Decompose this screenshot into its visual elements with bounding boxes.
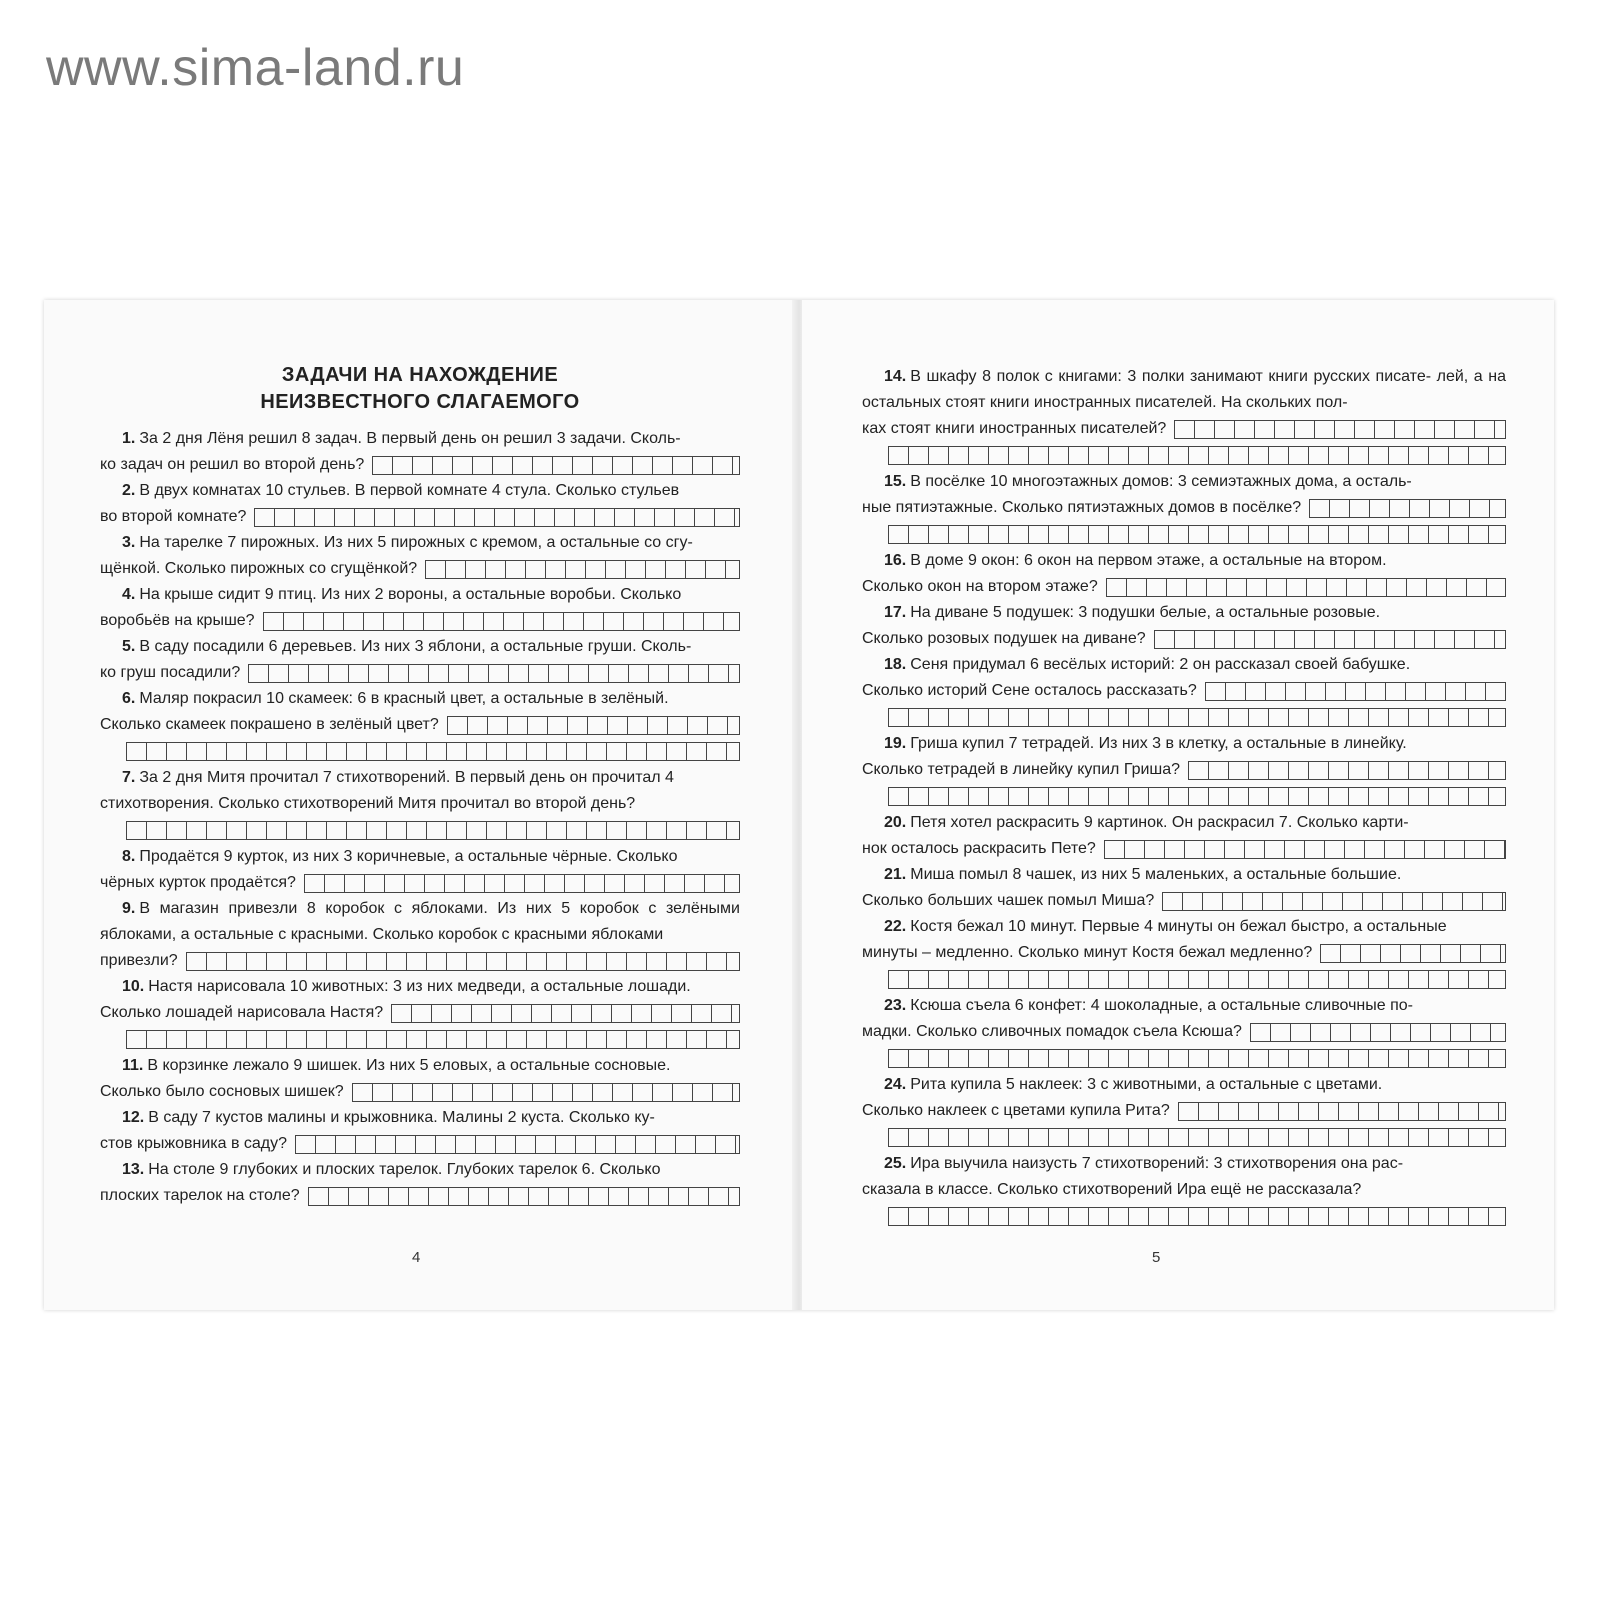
task-text (100, 686, 740, 712)
task-number: 21. (884, 866, 907, 883)
task-question-end: Сколько было сосновых шишек? (100, 1083, 344, 1100)
task-number: 23. (884, 997, 907, 1014)
task-last-line (100, 791, 740, 817)
task-item (100, 426, 740, 478)
answer-grid[interactable] (1154, 630, 1506, 649)
task-item (862, 810, 1506, 862)
answer-grid[interactable] (1205, 682, 1506, 701)
page-number-left: 4 (412, 1249, 421, 1266)
task-question-end: Сколько наклеек с цветами купила Рита? (862, 1102, 1170, 1119)
task-question-end: чёрных курток продаётся? (100, 874, 296, 891)
task-item (100, 974, 740, 1049)
task-question: В магазин привезли 8 коробок с яблоками. Из них 5 коробок с зелёными яблоками, а остальные с красными. Сколько коробок с красными яблоками (100, 900, 740, 943)
answer-grid[interactable] (888, 787, 1506, 806)
task-question-end: во второй комнате? (100, 508, 247, 525)
task-number: 17. (884, 604, 907, 621)
answer-grid[interactable] (186, 952, 740, 971)
task-item (862, 469, 1506, 544)
task-question-end: Сколько скамеек покрашено в зелёный цвет? (100, 716, 439, 733)
task-item (862, 1151, 1506, 1226)
task-number: 20. (884, 814, 907, 831)
task-question-end: плоских тарелок на столе? (100, 1187, 300, 1204)
task-question-end: щёнкой. Сколько пирожных со сгущёнкой? (100, 560, 418, 577)
task-item (100, 478, 740, 530)
task-last-line (862, 836, 1506, 862)
answer-grid[interactable] (126, 742, 740, 761)
task-text (100, 1105, 740, 1131)
task-question-end: привезли? (100, 952, 178, 969)
workbook-spread (44, 300, 1554, 1310)
task-question: Гриша купил 7 тетрадей. Из них 3 в клетку, а остальные в линейку. (910, 735, 1407, 752)
answer-grid[interactable] (1174, 420, 1506, 439)
task-last-line (862, 574, 1506, 600)
task-item (862, 548, 1506, 600)
answer-grid[interactable] (372, 456, 740, 475)
task-last-line (100, 1000, 740, 1026)
task-item (100, 896, 740, 974)
task-question-end: мадки. Сколько сливочных помадок съела Ксюша? (862, 1023, 1242, 1040)
task-question: За 2 дня Лёня решил 8 задач. В первый день он решил 3 задачи. Сколь- (139, 430, 681, 447)
task-text (100, 426, 740, 452)
task-text (100, 582, 740, 608)
page-title (100, 362, 740, 416)
task-item (862, 1072, 1506, 1147)
task-question-end: ные пятиэтажные. Сколько пятиэтажных домов в посёлке? (862, 499, 1302, 516)
task-number: 5. (122, 638, 136, 655)
task-last-line (862, 1177, 1506, 1203)
task-text (100, 1157, 740, 1183)
task-question-end: сказала в классе. Сколько стихотворений Ира ещё не рассказала? (862, 1181, 1362, 1198)
task-question: На тарелке 7 пирожных. Из них 5 пирожных с кремом, а остальные со сгу- (139, 534, 693, 551)
answer-grid[interactable] (352, 1083, 740, 1102)
task-question-end: Сколько больших чашек помыл Миша? (862, 892, 1155, 909)
right-task-list (862, 364, 1506, 1226)
task-item (862, 364, 1506, 465)
task-text (862, 600, 1506, 626)
task-number: 12. (122, 1109, 145, 1126)
task-question-end: нок осталось раскрасить Пете? (862, 840, 1096, 857)
task-item (862, 600, 1506, 652)
task-text (862, 914, 1506, 940)
answer-grid[interactable] (888, 970, 1506, 989)
task-item (862, 914, 1506, 989)
task-last-line (100, 870, 740, 896)
task-number: 1. (122, 430, 136, 447)
task-text (100, 765, 740, 791)
task-last-line (862, 1098, 1506, 1124)
answer-grid[interactable] (304, 874, 740, 893)
task-last-line (100, 948, 740, 974)
task-number: 13. (122, 1161, 145, 1178)
answer-grid[interactable] (254, 508, 740, 527)
task-item (862, 652, 1506, 727)
task-question: Петя хотел раскрасить 9 картинок. Он раскрасил 7. Сколько карти- (910, 814, 1409, 831)
task-text (862, 1072, 1506, 1098)
task-number: 18. (884, 656, 907, 673)
task-last-line (862, 940, 1506, 966)
task-question-end: воробьёв на крыше? (100, 612, 255, 629)
answer-grid[interactable] (1309, 499, 1506, 518)
task-item (100, 1053, 740, 1105)
answer-grid[interactable] (391, 1004, 740, 1023)
task-item (100, 634, 740, 686)
task-text (100, 634, 740, 660)
task-number: 19. (884, 735, 907, 752)
task-last-line (862, 416, 1506, 442)
answer-grid[interactable] (126, 821, 740, 840)
answer-grid[interactable] (295, 1135, 740, 1154)
task-question: На диване 5 подушек: 3 подушки белые, а остальные розовые. (910, 604, 1381, 621)
task-last-line (100, 452, 740, 478)
task-question: В корзинке лежало 9 шишек. Из них 5 еловых, а остальные сосновые. (147, 1057, 671, 1074)
task-question: В посёлке 10 многоэтажных домов: 3 семиэтажных дома, а осталь- (910, 473, 1412, 490)
task-question-end: ко задач он решил во второй день? (100, 456, 365, 473)
left-task-list (100, 426, 740, 1209)
answer-grid[interactable] (888, 446, 1506, 465)
answer-grid[interactable] (1320, 944, 1506, 963)
task-number: 4. (122, 586, 136, 603)
task-question-end: Сколько историй Сене осталось рассказать? (862, 682, 1197, 699)
answer-grid[interactable] (1162, 892, 1506, 911)
task-question-end: стов крыжовника в саду? (100, 1135, 288, 1152)
task-item (100, 1157, 740, 1209)
task-item (862, 862, 1506, 914)
task-question: Настя нарисовала 10 животных: 3 из них медведи, а остальные лошади. (148, 978, 691, 995)
task-text (862, 993, 1506, 1019)
task-question: Продаётся 9 курток, из них 3 коричневые, а остальные чёрные. Сколько (139, 848, 678, 865)
answer-grid[interactable] (126, 1030, 740, 1049)
answer-grid[interactable] (888, 1128, 1506, 1147)
answer-grid[interactable] (1104, 840, 1506, 859)
answer-grid[interactable] (888, 1049, 1506, 1068)
task-question: Маляр покрасил 10 скамеек: 6 в красный цвет, а остальные в зелёный. (139, 690, 669, 707)
task-question-end: Сколько тетрадей в линейку купил Гриша? (862, 761, 1181, 778)
task-last-line (862, 495, 1506, 521)
task-last-line (862, 678, 1506, 704)
right-page (802, 300, 1554, 1310)
task-question: В шкафу 8 полок с книгами: 3 полки занимают книги русских писате- лей, а на остальных стоят книги иностранных писателей. На скольких пол- (862, 368, 1506, 411)
task-question: Сеня придумал 6 весёлых историй: 2 он рассказал своей бабушке. (910, 656, 1411, 673)
task-question: В саду посадили 6 деревьев. Из них 3 яблони, а остальные груши. Сколь- (139, 638, 692, 655)
answer-grid[interactable] (1188, 761, 1506, 780)
task-text (100, 530, 740, 556)
task-text (862, 364, 1506, 416)
task-number: 25. (884, 1155, 907, 1172)
left-page (44, 300, 796, 1310)
task-question: Костя бежал 10 минут. Первые 4 минуты он бежал быстро, а остальные (910, 918, 1447, 935)
task-text (862, 469, 1506, 495)
answer-grid[interactable] (263, 612, 740, 631)
task-question: В двух комнатах 10 стульев. В первой комнате 4 стула. Сколько стульев (139, 482, 680, 499)
answer-grid[interactable] (1178, 1102, 1506, 1121)
task-number: 2. (122, 482, 136, 499)
task-text (100, 1053, 740, 1079)
answer-grid[interactable] (1106, 578, 1506, 597)
title-line-1: ЗАДАЧИ НА НАХОЖДЕНИЕ (281, 364, 559, 386)
task-last-line (862, 1019, 1506, 1045)
task-number: 8. (122, 848, 136, 865)
task-number: 15. (884, 473, 907, 490)
task-text (862, 652, 1506, 678)
task-question: В саду 7 кустов малины и крыжовника. Малины 2 куста. Сколько ку- (148, 1109, 655, 1126)
left-page-content (100, 362, 740, 1209)
right-page-content (862, 364, 1506, 1230)
page-number-right: 5 (1152, 1249, 1161, 1266)
task-text (100, 844, 740, 870)
task-text (862, 731, 1506, 757)
answer-grid[interactable] (1250, 1023, 1506, 1042)
task-last-line (862, 757, 1506, 783)
task-item (100, 582, 740, 634)
task-text (862, 548, 1506, 574)
task-item (100, 844, 740, 896)
task-question-end: минуты – медленно. Сколько минут Костя бежал медленно? (862, 944, 1313, 961)
task-last-line (100, 660, 740, 686)
answer-grid[interactable] (447, 716, 740, 735)
answer-grid[interactable] (308, 1187, 740, 1206)
task-number: 22. (884, 918, 907, 935)
task-question-end: стихотворения. Сколько стихотворений Митя прочитал во второй день? (100, 795, 636, 812)
task-number: 16. (884, 552, 907, 569)
task-question: На крыше сидит 9 птиц. Из них 2 вороны, а остальные воробьи. Сколько (139, 586, 682, 603)
answer-grid[interactable] (248, 664, 740, 683)
task-question: На столе 9 глубоких и плоских тарелок. Глубоких тарелок 6. Сколько (148, 1161, 661, 1178)
task-number: 6. (122, 690, 136, 707)
task-last-line (100, 504, 740, 530)
task-number: 7. (122, 769, 136, 786)
task-last-line (100, 1131, 740, 1157)
task-question-end: ко груш посадили? (100, 664, 241, 681)
task-item (100, 530, 740, 582)
task-question-end: Сколько розовых подушек на диване? (862, 630, 1146, 647)
answer-grid[interactable] (888, 708, 1506, 727)
task-last-line (100, 1183, 740, 1209)
task-question: Миша помыл 8 чашек, из них 5 маленьких, а остальные большие. (910, 866, 1402, 883)
task-text (100, 896, 740, 948)
task-question-end: ках стоят книги иностранных писателей? (862, 420, 1167, 437)
task-last-line (100, 712, 740, 738)
task-question-end: Сколько окон на втором этаже? (862, 578, 1098, 595)
answer-grid[interactable] (888, 525, 1506, 544)
task-item (100, 765, 740, 840)
task-text (862, 1151, 1506, 1177)
task-text (100, 974, 740, 1000)
task-item (862, 731, 1506, 806)
task-text (100, 478, 740, 504)
task-question: Ира выучила наизусть 7 стихотворений: 3 стихотворения она рас- (910, 1155, 1404, 1172)
task-number: 10. (122, 978, 145, 995)
answer-grid[interactable] (425, 560, 740, 579)
task-text (862, 810, 1506, 836)
task-last-line (100, 556, 740, 582)
task-last-line (100, 1079, 740, 1105)
task-last-line (862, 888, 1506, 914)
task-question: Рита купила 5 наклеек: 3 с животными, а остальные с цветами. (910, 1076, 1383, 1093)
task-question: В доме 9 окон: 6 окон на первом этаже, а остальные на втором. (910, 552, 1387, 569)
task-number: 3. (122, 534, 136, 551)
task-item (862, 993, 1506, 1068)
task-item (100, 686, 740, 761)
title-line-2: НЕИЗВЕСТНОГО СЛАГАЕМОГО (260, 391, 580, 413)
task-number: 11. (122, 1057, 144, 1074)
task-question: За 2 дня Митя прочитал 7 стихотворений. В первый день он прочитал 4 (139, 769, 674, 786)
task-number: 24. (884, 1076, 907, 1093)
task-number: 14. (884, 368, 907, 385)
task-last-line (862, 626, 1506, 652)
task-text (862, 862, 1506, 888)
watermark: www.sima-land.ru (46, 39, 465, 97)
task-question-end: Сколько лошадей нарисовала Настя? (100, 1004, 384, 1021)
task-question: Ксюша съела 6 конфет: 4 шоколадные, а остальные сливочные по- (910, 997, 1413, 1014)
answer-grid[interactable] (888, 1207, 1506, 1226)
task-last-line (100, 608, 740, 634)
task-number: 9. (122, 900, 136, 917)
task-item (100, 1105, 740, 1157)
